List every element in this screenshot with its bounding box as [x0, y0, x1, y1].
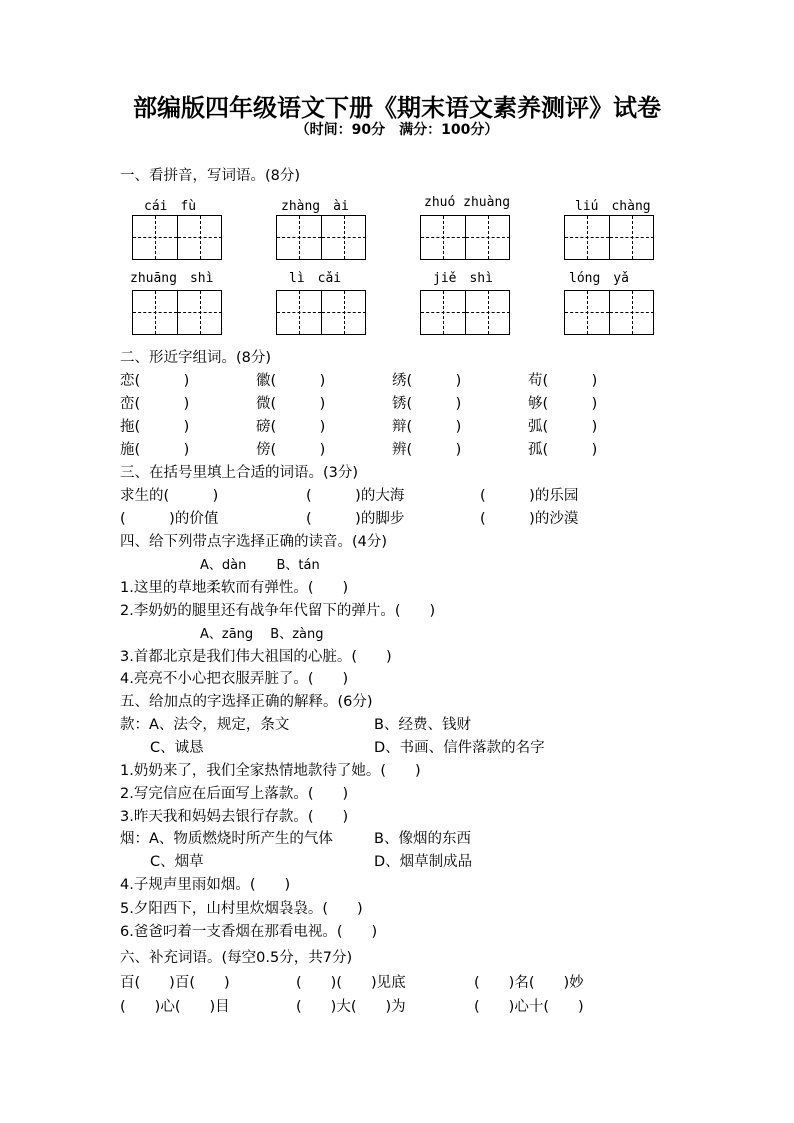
s2-item: 磅( ) [256, 419, 326, 435]
s5-def: 款：A、法令，规定，条文 [120, 717, 290, 733]
s2-item: 辩( ) [392, 419, 462, 435]
s4-options-1: A、dàn B、tán [200, 558, 320, 573]
pinyin-2-3: jiě shì [433, 271, 493, 286]
s6-item: ( )大( )为 [296, 999, 406, 1015]
s5-question: 5.夕阳西下，山村里炊烟袅袅。( ) [120, 901, 363, 917]
writing-grid[interactable] [420, 290, 510, 335]
page-subtitle: （时间：90分 满分：100分） [295, 122, 499, 138]
section-5-heading: 五、给加点的字选择正确的解释。(6分) [120, 694, 373, 710]
s6-item: ( )心( )目 [120, 999, 230, 1015]
pinyin-2-4: lóng yǎ [569, 271, 629, 286]
s2-item: 施( ) [120, 442, 190, 458]
s5-def: D、烟草制成品 [374, 854, 473, 870]
s3-item: ( )的脚步 [306, 511, 405, 527]
s2-item: 苟( ) [528, 373, 598, 389]
s2-item: 微( ) [256, 396, 326, 412]
s3-item: ( )的乐园 [480, 488, 579, 504]
s5-question: 3.昨天我和妈妈去银行存款。( ) [120, 809, 349, 825]
writing-grid[interactable] [420, 215, 510, 260]
s5-def: B、经费、钱财 [374, 717, 471, 733]
s3-item: 求生的( ) [120, 488, 219, 504]
section-6-heading: 六、补充词语。(每空0.5分，共7分) [120, 950, 353, 966]
s6-item: ( )名( )妙 [474, 975, 584, 991]
s2-item: 绣( ) [392, 373, 462, 389]
s2-item: 徽( ) [256, 373, 326, 389]
s3-item: ( )的沙漠 [480, 511, 579, 527]
s4-question: 4.亮亮不小心把衣服弄脏了。( ) [120, 671, 349, 687]
writing-grid[interactable] [276, 290, 366, 335]
s6-item: ( )心十( ) [474, 999, 584, 1015]
s3-item: ( )的大海 [306, 488, 405, 504]
s4-question: 1.这里的草地柔软而有弹性。( ) [120, 580, 349, 596]
section-2-heading: 二、形近字组词。(8分) [120, 350, 272, 366]
s2-item: 拖( ) [120, 419, 190, 435]
s5-def: 烟：A、物质燃烧时所产生的气体 [120, 831, 333, 847]
s5-question: 6.爸爸叼着一支香烟在那看电视。( ) [120, 924, 378, 940]
s5-question: 4.子规声里雨如烟。( ) [120, 877, 291, 893]
pinyin-1-3: zhuó zhuàng [424, 195, 511, 210]
s4-options-2: A、zāng B、zàng [200, 627, 324, 642]
s5-question: 1.奶奶来了，我们全家热情地款待了她。( ) [120, 763, 421, 779]
s2-item: 辨( ) [392, 442, 462, 458]
s2-item: 孤( ) [528, 442, 598, 458]
pinyin-1-2: zhàng ài [281, 199, 349, 214]
s2-item: 峦( ) [120, 396, 190, 412]
s5-question: 2.写完信应在后面写上落款。( ) [120, 786, 349, 802]
writing-grid[interactable] [132, 215, 222, 260]
s2-item: 锈( ) [392, 396, 462, 412]
pinyin-2-2: lì cǎi [289, 271, 342, 286]
s2-item: 够( ) [528, 396, 598, 412]
section-1-heading: 一、看拼音，写词语。(8分) [120, 168, 301, 184]
s5-def: D、书画、信件落款的名字 [374, 740, 545, 756]
s6-item: 百( )百( ) [120, 975, 230, 991]
pinyin-2-1: zhuāng shì [130, 271, 214, 286]
s2-item: 恋( ) [120, 373, 190, 389]
page-title: 部编版四年级语文下册《期末语文素养测评》试卷 [133, 93, 661, 122]
writing-grid[interactable] [564, 290, 654, 335]
s2-item: 弧( ) [528, 419, 598, 435]
pinyin-1-1: cái fù [144, 199, 197, 214]
s2-item: 傍( ) [256, 442, 326, 458]
section-4-heading: 四、给下列带点字选择正确的读音。(4分) [120, 534, 388, 550]
s4-question: 3.首都北京是我们伟大祖国的心脏。( ) [120, 649, 392, 665]
writing-grid[interactable] [276, 215, 366, 260]
s5-def: C、烟草 [150, 854, 204, 870]
s5-def: B、像烟的东西 [374, 831, 471, 847]
writing-grid[interactable] [132, 290, 222, 335]
s3-item: ( )的价值 [120, 511, 219, 527]
s5-def: C、诚恳 [150, 740, 204, 756]
s6-item: ( )( )见底 [296, 975, 406, 991]
writing-grid[interactable] [564, 215, 654, 260]
section-3-heading: 三、在括号里填上合适的词语。(3分) [120, 465, 359, 481]
pinyin-1-4: liú chàng [575, 199, 651, 214]
s4-question: 2.李奶奶的腿里还有战争年代留下的弹片。( ) [120, 603, 436, 619]
